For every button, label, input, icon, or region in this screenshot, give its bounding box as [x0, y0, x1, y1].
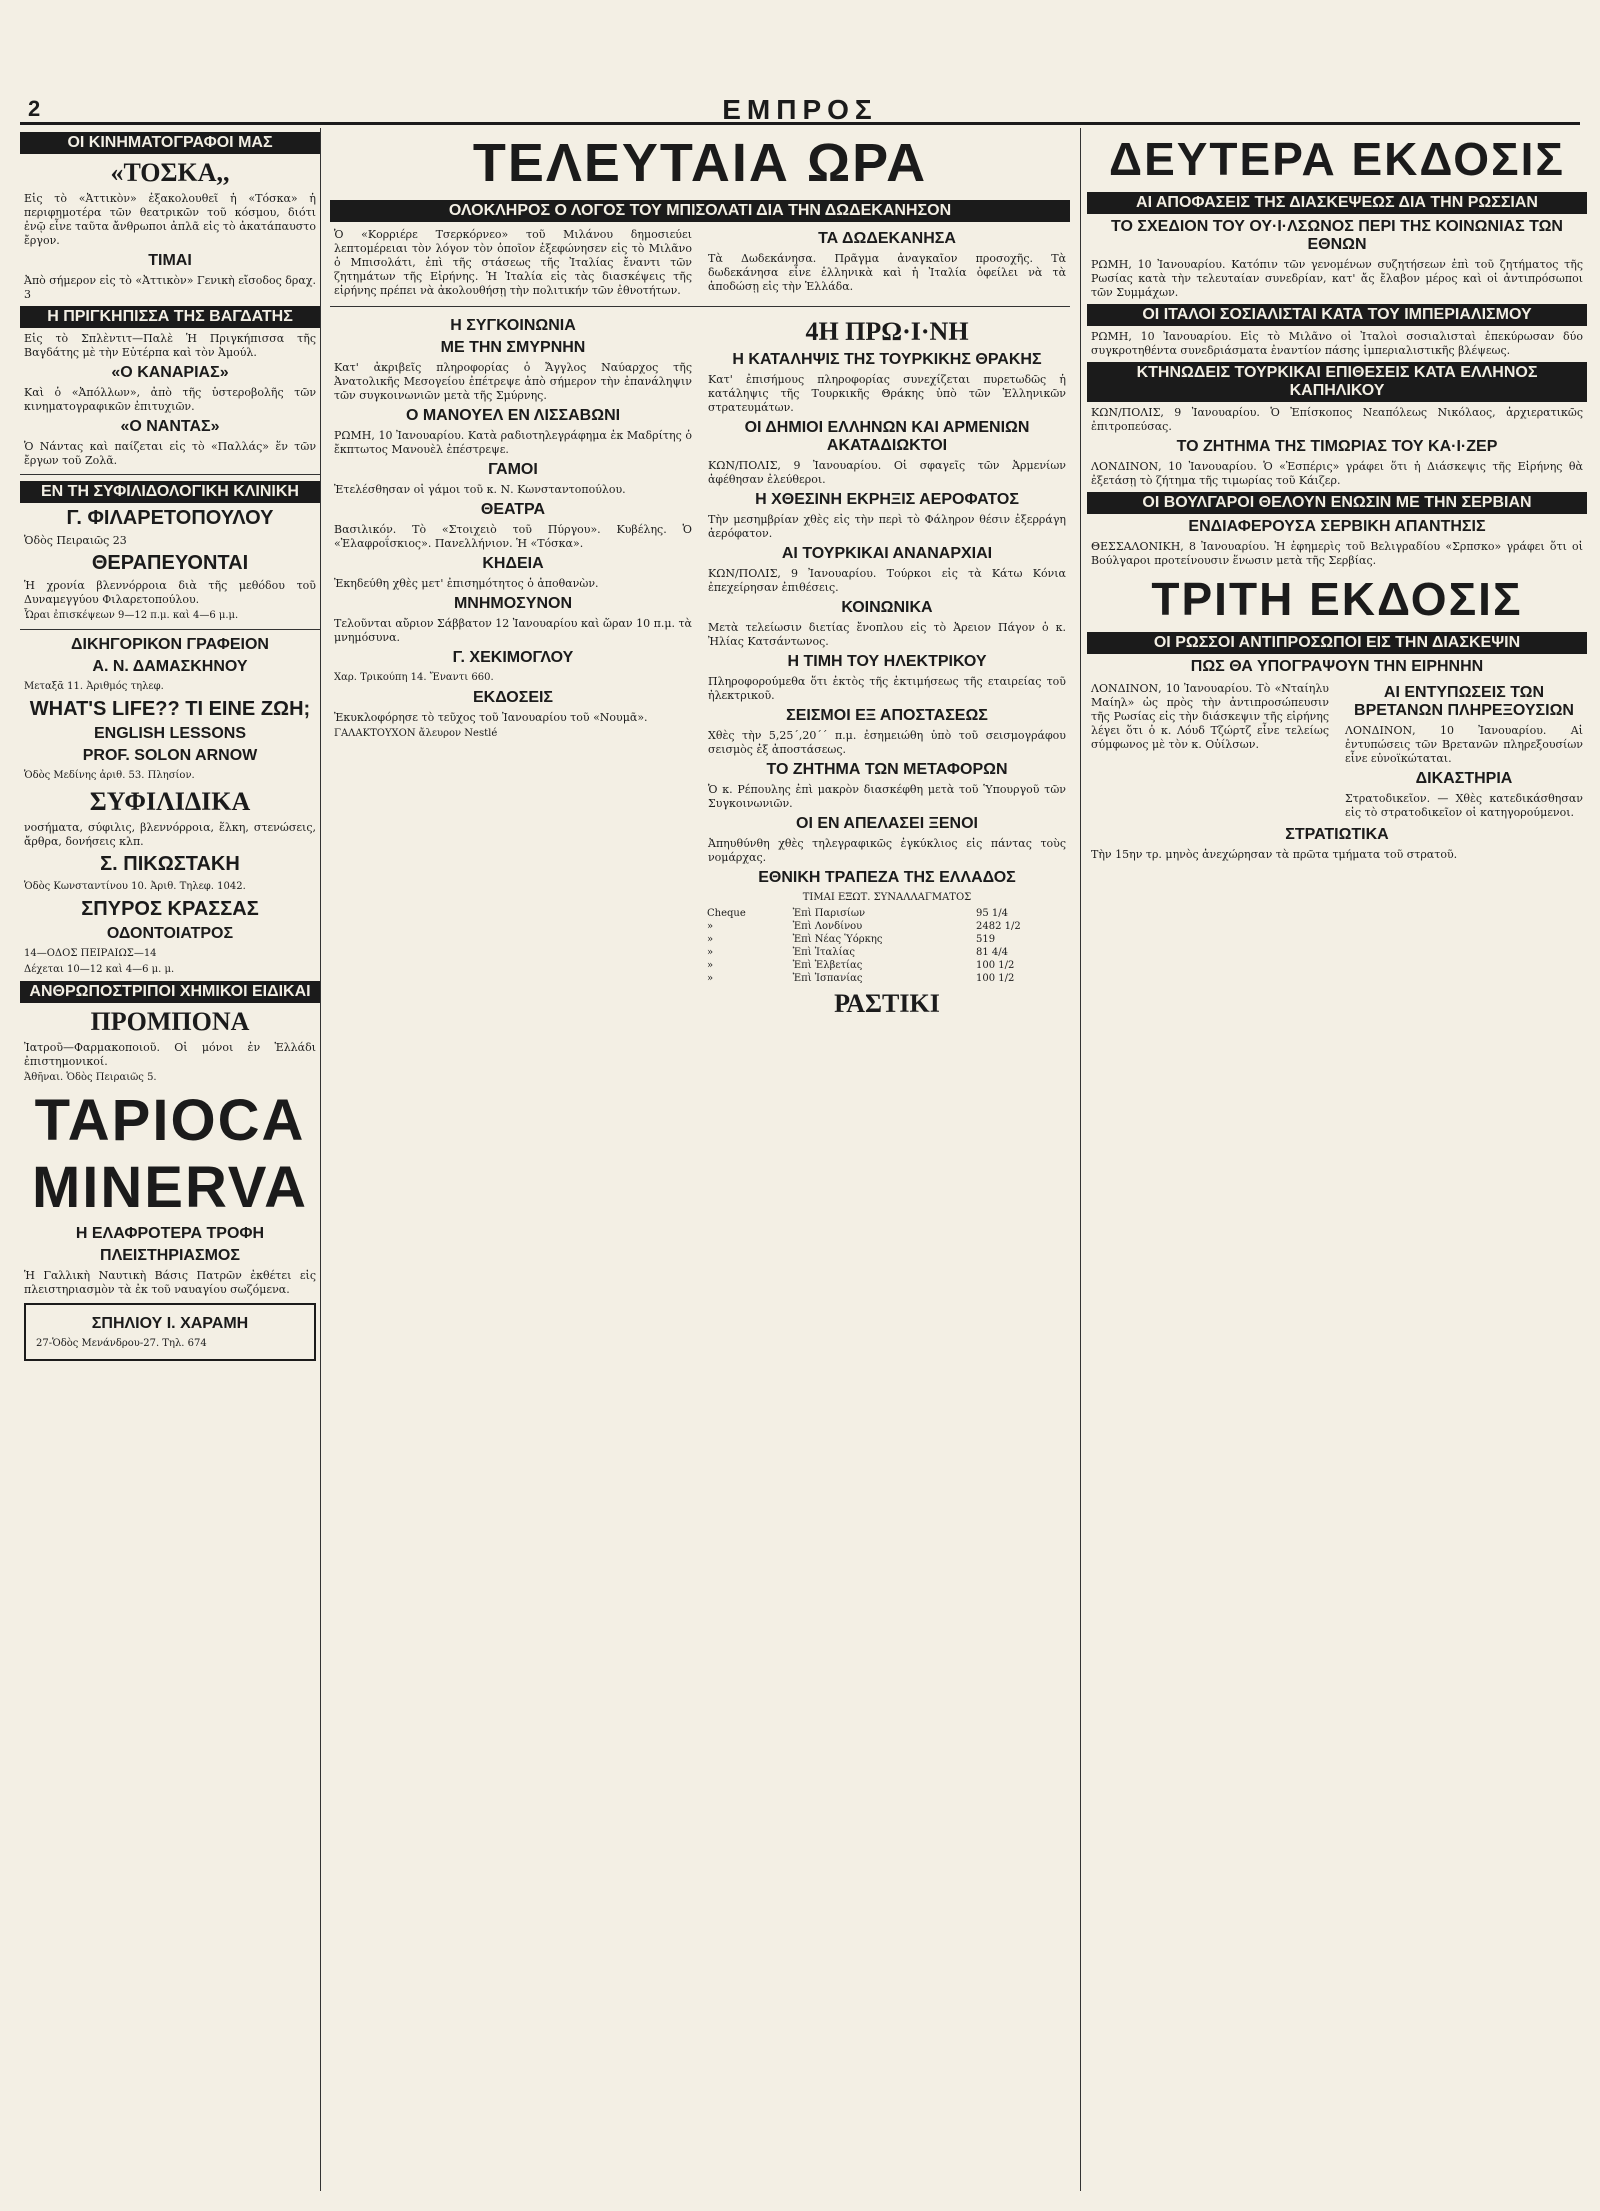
syphilis-body: νοσήματα, σύφιλις, βλεννόρροια, ἕλκη, στενώσεις, ἄρθρα, δονήσεις κλπ.	[24, 821, 316, 848]
exchange-table	[704, 907, 1070, 985]
funerals-body: Ἐκηδεύθη χθὲς μετ' ἐπισημότητος ὁ ἀποθανὼν.	[334, 577, 599, 590]
center-column	[330, 128, 1070, 2191]
tosca-title: «ΤΟΣΚΑ,,	[110, 158, 230, 187]
exchange-cell: 100 1/2	[975, 960, 1015, 971]
last-hour-title: ΤΕΛΕΥΤΑΙΑ ΩΡΑ	[472, 133, 928, 193]
exchange-cell: 81 4/4	[975, 947, 1008, 958]
exchange-row	[704, 959, 1070, 972]
exchange-row	[704, 946, 1070, 959]
nantas-title: «Ο ΝΑΝΤΑΣ»	[120, 418, 220, 435]
canary-body: Καὶ ὁ «Ἀπόλλων», ἀπὸ τῆς ὑστεροβολῆς τῶν κινηματογραφικῶν ἐπιτυχιῶν.	[24, 386, 316, 413]
exchange-cell: »	[707, 921, 714, 932]
ophthalmology-ad	[24, 1303, 316, 1361]
memorial-title: ΜΝΗΜΟΣΥΝΟΝ	[453, 595, 573, 612]
comm-subhead: ΜΕ ΤΗΝ ΣΜΥΡΝΗΝ	[440, 339, 586, 356]
quake-body: Χθὲς τὴν 5,25΄,20΄΄ π.μ. ἐσημειώθη ὑπὸ τοῦ σεισμογράφου σεισμὸς ἐξ ἀποστάσεως.	[708, 729, 1066, 756]
prices-label: ΤΙΜΑΙ	[148, 252, 192, 269]
minerva-logo: MINERVA	[31, 1155, 309, 1220]
doctor2-address: Χαρ. Τρικούπη 14. Ἔναντι 660.	[334, 672, 494, 683]
exchange-cell: 95 1/4	[975, 908, 1008, 919]
speech-columns	[330, 226, 1070, 300]
masthead	[20, 96, 1580, 125]
bulgars-headline: ΟΙ ΒΟΥΛΓΑΡΟΙ ΘΕΛΟΥΝ ΕΝΩΣΙΝ ΜΕ ΤΗΝ ΣΕΡΒΙΑΝ	[1087, 492, 1587, 514]
whats-life-title: WHAT'S LIFE?? ΤΙ ΕΙΝΕ ΖΩΗ;	[29, 698, 311, 720]
princess-body: Εἰς τὸ Σπλὲντιτ—Παλὲ Ἡ Πριγκήπισσα τῆς Βαγδάτης μὲ τὴν Εὐτέρπα καὶ τὸν Ἀμούλ.	[24, 332, 316, 359]
tapioca-logo: TAPIOCA	[34, 1088, 306, 1153]
dodecanese-body: Τὰ Δωδεκάνησα. Πρᾶγμα ἀναγκαῖον προσοχῆς. Τὰ δωδεκάνησα εἶνε ἑλληνικὰ καὶ ἡ Ἰταλία ὀφείλει νὰ τὰ ἀποδώσῃ εἰς τὴν Ἑλλάδα.	[708, 252, 1066, 293]
serbian-headline: ΕΝΔΙΑΦΕΡΟΥΣΑ ΣΕΡΒΙΚΗ ΑΠΑΝΤΗΣΙΣ	[1188, 518, 1486, 535]
exchange-cell: »	[707, 934, 714, 945]
theaters-body: Βασιλικόν. Τὸ «Στοιχειὸ τοῦ Πύργου». Κυβέλης. Ὁ «Ἐλαφροΐσκιος». Πανελλήνιον. Ἡ «Τόσκα».	[334, 523, 692, 550]
lessons-name: PROF. SOLON ARNOW	[82, 747, 258, 764]
exchange-cell: Cheque	[707, 908, 746, 919]
aviation-headline: Η ΧΘΕΣΙΝΗ ΕΚΡΗΞΙΣ ΑΕΡΟΦΑΤΟΣ	[755, 491, 1019, 508]
expelled-body: Ἀπηυθύνθη χθὲς τηλεγραφικῶς ἐγκύκλιος εἰς πάντας τοὺς νομάρχας.	[708, 837, 1066, 864]
editions-body: Ἐκυκλοφόρησε τὸ τεῦχος τοῦ Ἰανουαρίου τοῦ «Νουμᾶ».	[334, 711, 648, 724]
auction-body: Ἡ Γαλλικὴ Ναυτικὴ Βάσις Πατρῶν ἐκθέτει εἰς πλειστηριασμὸν τὰ ἐκ τοῦ ναυαγίου σωζόμενα.	[24, 1269, 316, 1296]
manuel-body: ΡΩΜΗ, 10 Ἰανουαρίου. Κατὰ ραδιοτηλεγράφημα ἐκ Μαδρίτης ὁ ἔκπτωτος Μανουὲλ ἐπέστρεψε.	[334, 429, 692, 456]
clinic-header: ΕΝ ΤΗ ΣΥΦΙΛΙΔΟΛΟΓΙΚΗ ΚΛΙΝΙΚΗ	[20, 481, 320, 503]
exchange-cell: 2482 1/2	[975, 921, 1021, 932]
krassas-hours: Δέχεται 10—12 καὶ 4—6 μ. μ.	[24, 964, 175, 975]
kaiser-headline: ΤΟ ΖΗΤΗΜΑ ΤΗΣ ΤΙΜΩΡΙΑΣ ΤΟΥ ΚΑ·Ι·ΖΕΡ	[1176, 438, 1498, 455]
krassas-name: ΣΠΥΡΟΣ ΚΡΑΣΣΑΣ	[81, 898, 259, 920]
prices-text: Ἀπὸ σήμερον εἰς τὸ «Ἀττικὸν» Γενικὴ εἴσοδος δραχ. 3	[24, 274, 316, 301]
ophthalmology-address: 27-Ὁδὸς Μενάνδρου-27. Τηλ. 674	[36, 1338, 207, 1349]
clinic-name: Γ. ΦΙΛΑΡΕΤΟΠΟΥΛΟΥ	[66, 507, 274, 529]
serbian-body: ΘΕΣΣΑΛΟΝΙΚΗ, 8 Ἰανουαρίου. Ἡ ἐφημερὶς τοῦ Βελιγραδίου «Σρπσκο» γράφει ὅτι οἱ Βούλγαροι προτείνουσιν ἕνωσιν μετὰ τῆς Σερβίας.	[1091, 540, 1583, 567]
exchange-row	[704, 907, 1070, 920]
exchange-cell: 100 1/2	[975, 973, 1015, 984]
thrace-headline: Η ΚΑΤΑΛΗΨΙΣ ΤΗΣ ΤΟΥΡΚΙΚΗΣ ΘΡΑΚΗΣ	[732, 351, 1042, 368]
speech-body: Ὁ «Κορριέρε Τσερκόρνεο» τοῦ Μιλάνου δημοσιεύει λεπτομέρειαι τὸν λόγον τὸν ὁποῖον ἐξεφώνησεν εἰς τὸ Μιλᾶνο ὁ Μπισολάτι, ἐπὶ τῆς στάσεως τῆς Ἰταλίας ἔναντι τῶν ζητημάτων τῆς Εἰρήνης. Ἡ Ἰταλία εἰς τὰς διασκέψεις τῆς εἰρήνης πρέπει νὰ ἀκολουθήσῃ τὴν πολιτικήν τῶν ἐθνοτήτων.	[334, 228, 692, 297]
lessons-header: ENGLISH LESSONS	[93, 725, 247, 742]
social-title: ΚΟΙΝΩΝΙΚΑ	[841, 599, 933, 616]
doctor2-name: Γ. ΧΕΚΙΜΟΓΛΟΥ	[452, 649, 574, 666]
socialists-headline: ΟΙ ΙΤΑΛΟΙ ΣΟΣΙΑΛΙΣΤΑΙ ΚΑΤΑ ΤΟΥ ΙΜΠΕΡΙΑΛΙΣΜΟΥ	[1087, 304, 1587, 326]
left-column	[20, 128, 321, 2191]
krassas-title: ΟΔΟΝΤΟΙΑΤΡΟΣ	[106, 925, 234, 942]
anarchy-headline: ΑΙ ΤΟΥΡΚΙΚΑΙ ΑΝΑΝΑΡΧΙΑΙ	[781, 545, 993, 562]
exchange-cell: »	[707, 973, 714, 984]
kaiser-body: ΛΟΝΔΙΝΟΝ, 10 Ἰανουαρίου. Ὁ «Ἐσπέρις» γράφει ὅτι ἡ Διάσκεψις τῆς Εἰρήνης θὰ ἐξετάσῃ τὸ ζήτημα τῆς τιμωρίας τοῦ Κάιζερ.	[1091, 460, 1583, 487]
masthead-title: ΕΜΠΡΟΣ	[722, 94, 878, 125]
theaters-title: ΘΕΑΤΡΑ	[480, 501, 546, 518]
weddings-title: ΓΑΜΟΙ	[488, 461, 538, 478]
plan-body: ΡΩΜΗ, 10 Ἰανουαρίου. Κατόπιν τῶν γενομένων συζητήσεων ἐπὶ τοῦ ζητήματος τῆς Ρωσίας κατὰ τὴν τελευταίαν συνεδρίαν, κατ' ἄς ἔλαβον μέρος καὶ οἱ ἀντιπρόσωποι τῶν Συμμάχων.	[1091, 258, 1583, 299]
expelled-headline: ΟΙ ΕΝ ΑΠΕΛΑΣΕΙ ΞΕΝΟΙ	[796, 815, 978, 832]
canary-title: «Ο ΚΑΝΑΡΙΑΣ»	[111, 364, 229, 381]
plan-headline: ΤΟ ΣΧΕΔΙΟΝ ΤΟΥ ΟΥ·Ι·ΛΣΩΝΟΣ ΠΕΡΙ ΤΗΣ ΚΟΙΝΩΝΙΑΣ ΤΩΝ ΕΘΝΩΝ	[1111, 218, 1563, 253]
auction-title: ΠΛΕΙΣΤΗΡΙΑΣΜΟΣ	[100, 1247, 240, 1264]
electric-headline: Η ΤΙΜΗ ΤΟΥ ΗΛΕΚΤΡΙΚΟΥ	[787, 653, 987, 670]
therapy-body: Ἡ χρονία βλεννόρροια διὰ τῆς μεθόδου τοῦ Δυναμεγγύου Φιλαρετοπούλου.	[24, 579, 316, 606]
social-body: Μετὰ τελείωσιν διετίας ἔνοπλου εἰς τὸ Ἀρειον Πάγον ὁ κ. Ἠλίας Κατσάντωνος.	[708, 621, 1066, 648]
cyprus-headline: ΚΤΗΝΩΔΕΙΣ ΤΟΥΡΚΙΚΑΙ ΕΠΙΘΕΣΕΙΣ ΚΑΤΑ ΕΛΛΗΝΟΣ ΚΑΠΗΛΙΚΟΥ	[1087, 362, 1587, 402]
transport-headline: ΤΟ ΖΗΤΗΜΑ ΤΩΝ ΜΕΤΑΦΟΡΩΝ	[766, 761, 1008, 778]
comm-headline: Η ΣΥΓΚΟΙΝΩΝΙΑ	[450, 317, 576, 334]
exchange-cell: »	[707, 947, 714, 958]
british-headline: ΑΙ ΕΝΤΥΠΩΣΕΙΣ ΤΩΝ ΒΡΕΤΑΝΩΝ ΠΛΗΡΕΞΟΥΣΙΩΝ	[1354, 684, 1574, 719]
mayors-body: ΚΩΝ/ΠΟΛΙΣ, 9 Ἰανουαρίου. Οἱ σφαγεῖς τῶν Ἀρμενίων ἀφέθησαν ἐλεύθεροι.	[708, 459, 1066, 486]
second-edition-title: ΔΕΥΤΕΡΑ ΕΚΔΟΣΙΣ	[1109, 133, 1565, 185]
clinic-hours: Ὧραι ἐπισκέψεων 9—12 π.μ. καὶ 4—6 μ.μ.	[24, 610, 239, 621]
law-office: ΔΙΚΗΓΟΡΙΚΟΝ ΓΡΑΦΕΙΟΝ	[71, 636, 269, 653]
exchange-cell: »	[707, 960, 714, 971]
speech-headline: ΟΛΟΚΛΗΡΟΣ Ο ΛΟΓΟΣ ΤΟΥ ΜΠΙΣΟΛΑΤΙ ΔΙΑ ΤΗΝ ΔΩΔΕΚΑΝΗΣΟΝ	[330, 200, 1070, 222]
weddings-body: Ἐτελέσθησαν οἱ γάμοι τοῦ κ. Ν. Κωνσταντοπούλου.	[334, 483, 626, 496]
ad-address: Ἀθῆναι. Ὁδὸς Πειραιῶς 5.	[24, 1072, 157, 1083]
military-title: ΣΤΡΑΤΙΩΤΙΚΑ	[1285, 826, 1389, 843]
mayors-headline: ΟΙ ΔΗΜΙΟΙ ΕΛΛΗΝΩΝ ΚΑΙ ΑΡΜΕΝΙΩΝ ΑΚΑΤΑΔΙΩΚΤΟΙ	[744, 419, 1030, 454]
exchange-row	[704, 972, 1070, 985]
comm-body: Κατ' ἀκριβεῖς πληροφορίας ὁ Ἄγγλος Ναύαρχος τῆς Ἀνατολικῆς Μεσογείου ἐπέτρεψε ἀπὸ σήμερον τὴν ἐπανάληψιν τῶν συγκοινωνιῶν μετὰ τῆς Σμύρνης.	[334, 361, 692, 402]
drug-body: Ἰατροῦ—Φαρμακοποιοῦ. Οἱ μόνοι ἐν Ἑλλάδι ἐπιστημονικοί.	[24, 1041, 316, 1068]
electric-body: Πληροφορούμεθα ὅτι ἐκτὸς τῆς ἐκτιμήσεως τῆς εταιρείας τοῦ ἠλεκτρικοῦ.	[708, 675, 1066, 702]
aviation-body: Τὴν μεσημβρίαν χθὲς εἰς τὴν περὶ τὸ Φάληρον θέσιν ἐξερράγη ἀερόφατον.	[708, 513, 1066, 540]
doctor-name: Σ. ΠΙΚΩΣΤΑΚΗ	[100, 853, 240, 875]
cinema-body: Εἰς τὸ «Ἀττικὸν» ἐξακολουθεῖ ἡ «Τόσκα» ἡ περιφημοτέρα τῶν θεατρικῶν τοῦ κόσμου, διότι ἐνῷ εἶνε ταῦτα ἄνθρωποι ἀπλᾶ εἰς τὸ ἀκατάπαυστο ἔργον.	[24, 192, 316, 247]
divider	[20, 629, 320, 630]
ophthalmology-name: ΣΠΗΛΙΟΥ Ι. ΧΑΡΑΜΗ	[91, 1315, 249, 1332]
cinema-header: ΟΙ ΚΙΝΗΜΑΤΟΓΡΑΦΟΙ ΜΑΣ	[20, 132, 320, 154]
right-column	[1080, 128, 1587, 2191]
russia-headline: ΑΙ ΑΠΟΦΑΣΕΙΣ ΤΗΣ ΔΙΑΣΚΕΨΕΩΣ ΔΙΑ ΤΗΝ ΡΩΣΣΙΑΝ	[1087, 192, 1587, 214]
funerals-title: ΚΗΔΕΙΑ	[482, 555, 544, 572]
exchange-cell: Ἐπὶ Παρισίων	[792, 908, 866, 919]
exchange-cell: 519	[975, 934, 996, 945]
exchange-cell: Ἐπὶ Νέας Ὑόρκης	[792, 934, 883, 945]
exchange-cell: Ἐπὶ Λονδίνου	[792, 921, 863, 932]
nantas-body: Ὁ Νάντας καὶ παίζεται εἰς τὸ «Παλλάς» ἕν τῶν ἔργων τοῦ Ζολᾶ.	[24, 440, 316, 467]
exchange-cell: Ἐπὶ Ἑλβετίας	[792, 960, 863, 971]
british-body: ΛΟΝΔΙΝΟΝ, 10 Ἰανουαρίου. Αἱ ἐντυπώσεις τῶν Βρετανῶν πληρεξουσίων εἶνε εὐνοϊκώταται.	[1345, 724, 1583, 765]
law-name: Α. Ν. ΔΑΜΑΣΚΗΝΟΥ	[92, 658, 248, 675]
galaktouxos-ad: ΓΑΛΑΚΤΟΥΧΟΝ ἄλευρον Nestlé	[334, 728, 498, 739]
transport-body: Ὁ κ. Ρέπουλης ἐπὶ μακρὸν διασκέφθη μετὰ τοῦ Ὑπουργοῦ τῶν Συγκοινωνιῶν.	[708, 783, 1066, 810]
bank-subhead: ΤΙΜΑΙ ΕΞΩΤ. ΣΥΝΑΛΛΑΓΜΑΤΟΣ	[802, 892, 972, 903]
military-body: Τὴν 15ην τρ. μηνὸς ἀνεχώρησαν τὰ πρῶτα τμήματα τοῦ στρατοῦ.	[1091, 848, 1458, 861]
memorial-body: Τελοῦνται αὔριον Σάββατον 12 Ἰανουαρίου καὶ ὥραν 10 π.μ. τὰ μνημόσυνα.	[334, 617, 692, 644]
food-tagline: Η ΕΛΑΦΡΟΤΕΡΑ ΤΡΟΦΗ	[75, 1225, 265, 1242]
lessons-address: Ὁδὸς Μεδίνης ἀριθ. 53. Πλησίον.	[24, 770, 195, 781]
sign-columns	[1087, 680, 1587, 822]
courts-body: Στρατοδικεῖον. — Χθὲς κατεδικάσθησαν εἰς τὸ στρατοδικεῖον οἱ κατηγορούμενοι.	[1345, 792, 1583, 819]
anarchy-body: ΚΩΝ/ΠΟΛΙΣ, 9 Ἰανουαρίου. Τούρκοι εἰς τὰ Κάτω Κόνια ἐπεχείρησαν ἐπιθέσεις.	[708, 567, 1066, 594]
exchange-cell: Ἐπὶ Ἰταλίας	[792, 947, 855, 958]
divider	[20, 474, 320, 475]
socialists-body: ΡΩΜΗ, 10 Ἰανουαρίου. Εἰς τὸ Μιλᾶνο οἱ Ἰταλοὶ σοσιαλισταὶ ἐπεκύρωσαν δύο συγκροτηθέντα συνεδριάσματα ἐναντίον πάσης ἰμπεριαλιστικῆς βλέψεως.	[1091, 330, 1583, 357]
third-edition-title: ΤΡΙΤΗ ΕΚΔΟΣΙΣ	[1151, 573, 1523, 625]
drug-name: ΠΡΟΜΠΟΝΑ	[90, 1007, 250, 1036]
exchange-cell: Ἐπὶ Ἰσπανίας	[792, 973, 863, 984]
sign-body: ΛΟΝΔΙΝΟΝ, 10 Ἰανουαρίου. Τὸ «Νταίηλυ Μαίηλ» ὡς πρὸς τὴν ἀντιπροσώπευσιν τῆς Ρωσίας εἰς τὴν διάσκεψιν τῆς εἰρήνης λέγει ὅτι ὁ κ. Λόυδ Τζώρτζ εἶνε τελείως σύμφωνος μὲ τὸν κ. Οὐίλσων.	[1091, 682, 1329, 751]
manuel-headline: Ο ΜΑΝΟΥΕΛ ΕΝ ΛΙΣΣΑΒΩΝΙ	[405, 407, 621, 424]
russian-reps-headline: ΟΙ ΡΩΣΣΟΙ ΑΝΤΙΠΡΟΣΩΠΟΙ ΕΙΣ ΤΗΝ ΔΙΑΣΚΕΨΙΝ	[1087, 632, 1587, 654]
doctor-address: Ὁδὸς Κωνσταντίνου 10. Ἀριθ. Τηλεφ. 1042.	[24, 881, 246, 892]
therapy-title: ΘΕΡΑΠΕΥΟΝΤΑΙ	[91, 552, 249, 574]
cyprus-body: ΚΩΝ/ΠΟΛΙΣ, 9 Ἰανουαρίου. Ὁ Ἐπίσκοπος Νεαπόλεως Νικόλαος, ἀρχιερατικῶς ἐπιτροπεύσας.	[1091, 406, 1583, 433]
how-sign-headline: ΠΩΣ ΘΑ ΥΠΟΓΡΑΨΟΥΝ ΤΗΝ ΕΙΡΗΝΗΝ	[1190, 658, 1484, 675]
thrace-body: Κατ' ἐπισήμους πληροφορίας συνεχίζεται πυρετωδῶς ἡ κατάληψις τῆς Τουρκικῆς Θράκης ὑπὸ τῶν Ἑλληνικῶν στρατευμάτων.	[708, 373, 1066, 414]
courts-title: ΔΙΚΑΣΤΗΡΙΑ	[1415, 770, 1513, 787]
quake-headline: ΣΕΙΣΜΟΙ ΕΞ ΑΠΟΣΤΑΣΕΩΣ	[786, 707, 988, 724]
fourth-edition: 4Η ΠΡΩ·Ι·ΝΗ	[805, 317, 969, 346]
krassas-address: 14—ΟΔΟΣ ΠΕΙΡΑΙΩΣ—14	[24, 948, 157, 959]
center-lower-right	[704, 313, 1070, 1023]
exchange-row	[704, 920, 1070, 933]
center-lower	[330, 313, 1070, 1023]
center-lower-left	[330, 313, 696, 1023]
divider	[330, 306, 1070, 307]
law-address: Μεταξᾶ 11. Ἀριθμός τηλεφ.	[24, 681, 164, 692]
rastiki-title: ΡΑΣΤΙΚΙ	[834, 989, 940, 1018]
princess-header: Η ΠΡΙΓΚΗΠΙΣΣΑ ΤΗΣ ΒΑΓΔΑΤΗΣ	[20, 306, 320, 328]
syphilis-title: ΣΥΦΙΛΙΔΙΚΑ	[89, 787, 251, 816]
clinic-address: Ὁδὸς Πειραιῶς 23	[24, 534, 127, 547]
page-number: 2	[28, 96, 41, 121]
dodecanese-title: ΤΑ ΔΩΔΕΚΑΝΗΣΑ	[818, 230, 956, 247]
bank-headline: ΕΘΝΙΚΗ ΤΡΑΠΕΖΑ ΤΗΣ ΕΛΛΑΔΟΣ	[758, 869, 1016, 886]
exchange-row	[704, 933, 1070, 946]
editions-title: ΕΚΔΟΣΕΙΣ	[472, 689, 554, 706]
medical-header: ΑΝΘΡΩΠΟΣΤΡΙΠΟΙ ΧΗΜΙΚΟΙ ΕΙΔΙΚΑΙ	[20, 981, 320, 1003]
